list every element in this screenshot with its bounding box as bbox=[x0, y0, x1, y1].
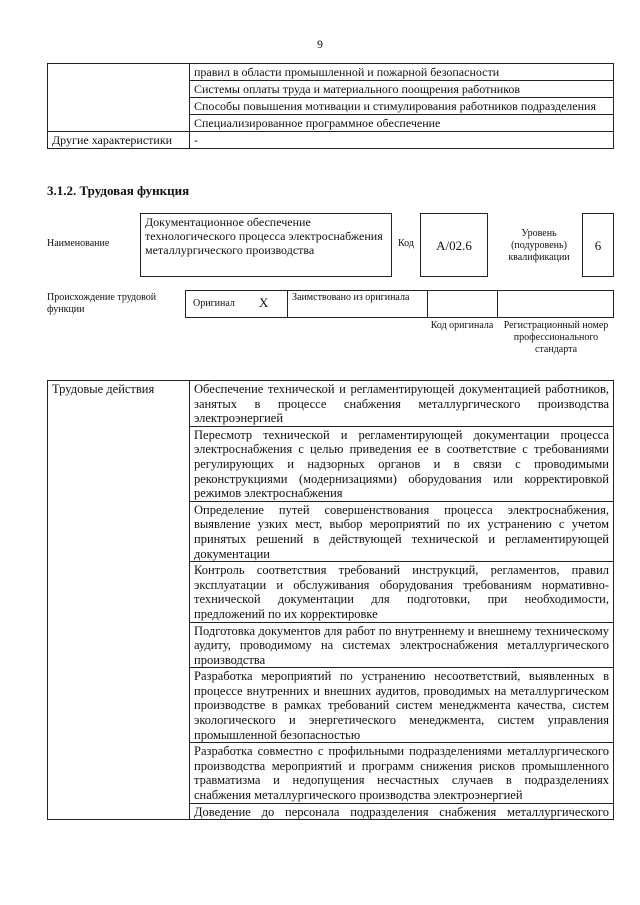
table-cell: Способы повышения мотивации и стимулирования работников подразделения bbox=[190, 98, 614, 115]
code-box: A/02.6 bbox=[420, 213, 488, 277]
table-cell: Разработка совместно с профильными подразделениями металлургического производства мероприятий и программ снижения рисков промышленного травматизма и недопущения несчастных случаев в подразделениях снабжения металлургического производства электроэнергией bbox=[190, 743, 614, 803]
origin-divider bbox=[287, 290, 288, 318]
level-box: 6 bbox=[582, 213, 614, 277]
labor-actions-label: Трудовые действия bbox=[48, 381, 190, 820]
code-caption: Код оригинала bbox=[430, 320, 494, 331]
borrowed-label: Заимствовано из оригинала bbox=[292, 292, 410, 303]
table-cell: правил в области промышленной и пожарной безопасности bbox=[190, 64, 614, 81]
table-row bbox=[48, 64, 614, 81]
original-mark: X bbox=[259, 295, 269, 310]
table-cell: Определение путей совершенствования процесса электроснабжения, выявление узких мест, выбор мероприятий по их устранению с учетом принятых решений в действующей технической и регламентирующей документации bbox=[190, 501, 614, 561]
name-label: Наименование bbox=[47, 238, 110, 249]
function-name-box: Документационное обеспечение технологического процесса электроснабжения металлургического производства bbox=[140, 213, 392, 277]
origin-divider bbox=[427, 290, 428, 318]
table-cell: Подготовка документов для работ по внутреннему и внешнему техническому аудиту, проводимому на системах электроснабжения металлургического производства bbox=[190, 622, 614, 668]
origin-divider bbox=[497, 290, 498, 318]
origin-label: Происхождение трудовой функции bbox=[47, 292, 157, 315]
original-label: Оригинал bbox=[193, 298, 235, 309]
table-row bbox=[48, 381, 614, 427]
table-cell: Системы оплаты труда и материального поощрения работников bbox=[190, 81, 614, 98]
table-cell: Доведение до персонала подразделения снабжения металлургического bbox=[190, 803, 614, 820]
labor-actions-table bbox=[47, 380, 614, 820]
table-cell: Разработка мероприятий по устранению несоответствий, выявленных в процессе внутренних и внешних аудитов, проводимых на металлургическом производстве в рамках требований систем менеджмента качества, систем экологического и энергетического менеджмента, систем управления промышленной безопасностью bbox=[190, 668, 614, 743]
knowledge-table-continuation bbox=[47, 63, 614, 149]
table-cell: Контроль соответствия требований инструкций, регламентов, правил эксплуатации и обслуживания оборудования требованиям нормативно-технической документации для подготовки, при необходимости, предложений по их корректировке bbox=[190, 562, 614, 622]
table-cell: Пересмотр технической и регламентирующей документации процесса электроснабжения с целью приведения ее в соответствие с требованиями регулирующих и надзорных органов и в связи с проводимыми реконструкциями (модернизациями) оборудования или корректировкой режимов электроснабжения bbox=[190, 426, 614, 501]
table-cell: Специализированное программное обеспечение bbox=[190, 115, 614, 132]
section-title: 3.1.2. Трудовая функция bbox=[47, 183, 190, 198]
level-label: Уровень (подуровень) квалификации bbox=[508, 228, 570, 263]
other-characteristics-value: - bbox=[190, 132, 614, 149]
reg-caption: Регистрационный номер профессионального стандарта bbox=[503, 320, 609, 355]
table-row bbox=[48, 132, 614, 149]
other-characteristics-label: Другие характеристики bbox=[48, 132, 190, 149]
code-label: Код bbox=[398, 238, 414, 249]
empty-label-cell bbox=[48, 64, 190, 132]
table-cell: Обеспечение технической и регламентирующей документацией работников, занятых в процессе снабжения металлургического производства электроэнергией bbox=[190, 381, 614, 427]
page-number: 9 bbox=[317, 37, 323, 51]
